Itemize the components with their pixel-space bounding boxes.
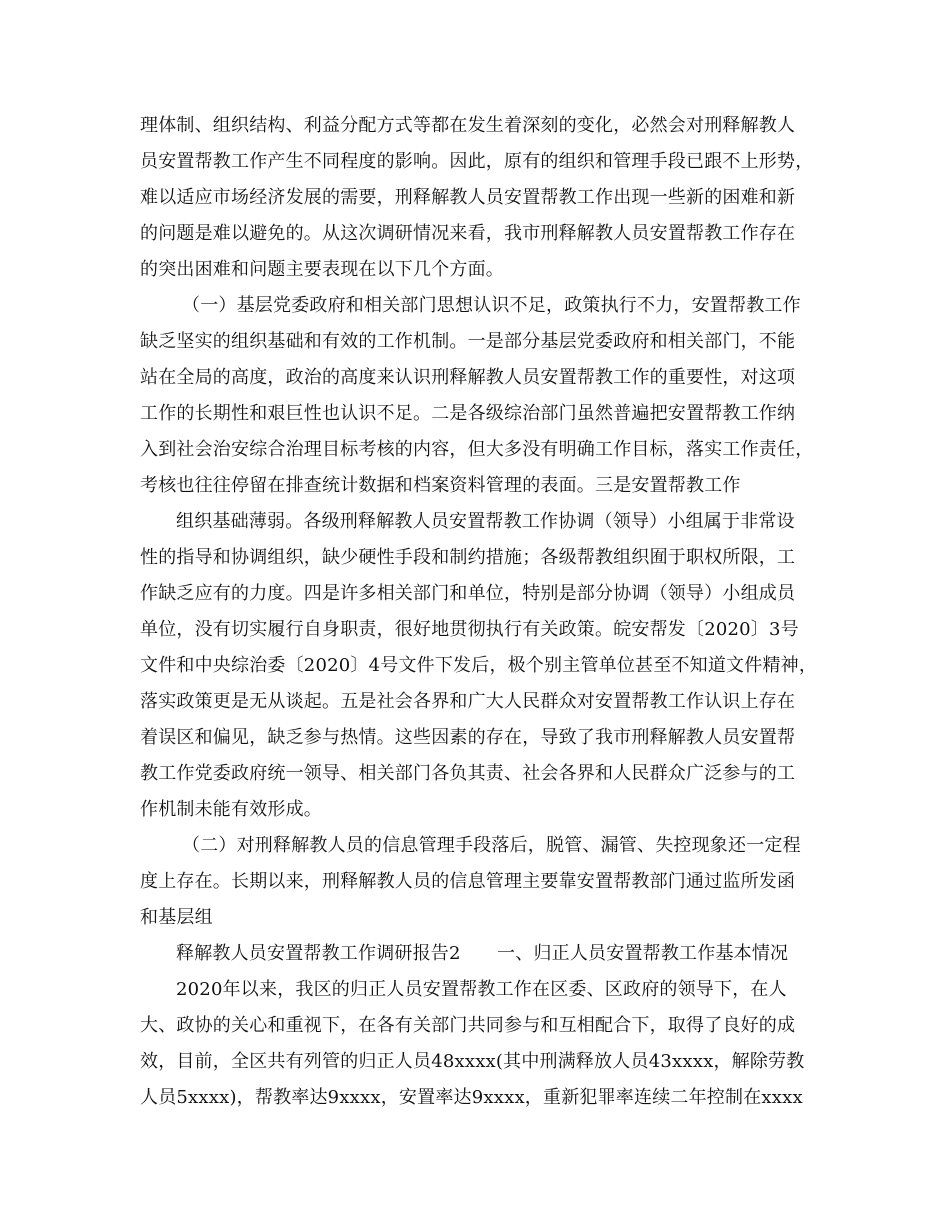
text-line: 文件和中央综治委〔2020〕4号文件下发后，极个别主管单位甚至不知道文件精神， — [140, 655, 818, 676]
paragraph-start-line: 组织基础薄弱。各级刑释解教人员安置帮教工作协调（领导）小组属于非常设 — [176, 511, 795, 532]
text-line: 落实政策更是无从谈起。五是社会各界和广大人民群众对安置帮教工作认识上存在 — [140, 691, 796, 712]
text-line: 教工作党委政府统一领导、相关部门各负其责、社会各界和人民群众广泛参与的工 — [140, 763, 796, 784]
paragraph-heading-line: （一）基层党委政府和相关部门思想认识不足，政策执行不力，安置帮教工作 — [182, 295, 801, 316]
text-line: 入到社会治安综合治理目标考核的内容，但大多没有明确工作目标，落实工作责任， — [140, 439, 814, 460]
text-line: 的问题是难以避免的。从这次调研情况来看，我市刑释解教人员安置帮教工作存在 — [140, 223, 796, 244]
document-body — [140, 108, 820, 1116]
text-line: 和基层组 — [140, 907, 213, 928]
text-line: 人员5xxxx)，帮教率达9xxxx，安置率达9xxxx，重新犯罪率连续二年控制在xxxx — [140, 1087, 803, 1108]
text-line: 作机制未能有效形成。 — [140, 799, 322, 820]
text-line: 性的指导和协调组织，缺少硬性手段和制约措施；各级帮教组织囿于职权所限，工 — [140, 547, 796, 568]
text-line: 效，目前，全区共有列管的归正人员48xxxx(其中刑满释放人员43xxxx，解除劳教 — [140, 1051, 805, 1072]
text-line: 度上存在。长期以来，刑释解教人员的信息管理主要靠安置帮教部门通过监所发函 — [140, 871, 796, 892]
text-line: 单位，没有切实履行自身职责，很好地贯彻执行有关政策。皖安帮发〔2020〕3号 — [140, 619, 799, 640]
text-line: 的突出困难和问题主要表现在以下几个方面。 — [140, 259, 504, 280]
section-title-line: 释解教人员安置帮教工作调研报告2 一、归正人员安置帮教工作基本情况 — [176, 943, 789, 964]
text-line: 考核也往往停留在排查统计数据和档案资料管理的表面。三是安置帮教工作 — [140, 475, 741, 496]
text-line: 缺乏坚实的组织基础和有效的工作机制。一是部分基层党委政府和相关部门，不能 — [140, 331, 796, 352]
text-line: 员安置帮教工作产生不同程度的影响。因此，原有的组织和管理手段已跟不上形势， — [140, 151, 814, 172]
text-line: 着误区和偏见，缺乏参与热情。这些因素的存在，导致了我市刑释解教人员安置帮 — [140, 727, 796, 748]
text-line: 工作的长期性和艰巨性也认识不足。二是各级综治部门虽然普遍把安置帮教工作纳 — [140, 403, 796, 424]
text-line: 作缺乏应有的力度。四是许多相关部门和单位，特别是部分协调（领导）小组成员 — [140, 583, 796, 604]
text-line: 难以适应市场经济发展的需要，刑释解教人员安置帮教工作出现一些新的困难和新 — [140, 187, 796, 208]
text-line: 理体制、组织结构、利益分配方式等都在发生着深刻的变化，必然会对刑释解教人 — [140, 115, 796, 136]
text-line: 站在全局的高度，政治的高度来认识刑释解教人员安置帮教工作的重要性，对这项 — [140, 367, 796, 388]
text-line: 大、政协的关心和重视下，在各有关部门共同参与和互相配合下，取得了良好的成 — [140, 1015, 796, 1036]
paragraph-start-line: 2020年以来，我区的归正人员安置帮教工作在区委、区政府的领导下，在人 — [176, 979, 787, 1000]
paragraph-heading-line: （二）对刑释解教人员的信息管理手段落后，脱管、漏管、失控现象还一定程 — [182, 835, 801, 856]
